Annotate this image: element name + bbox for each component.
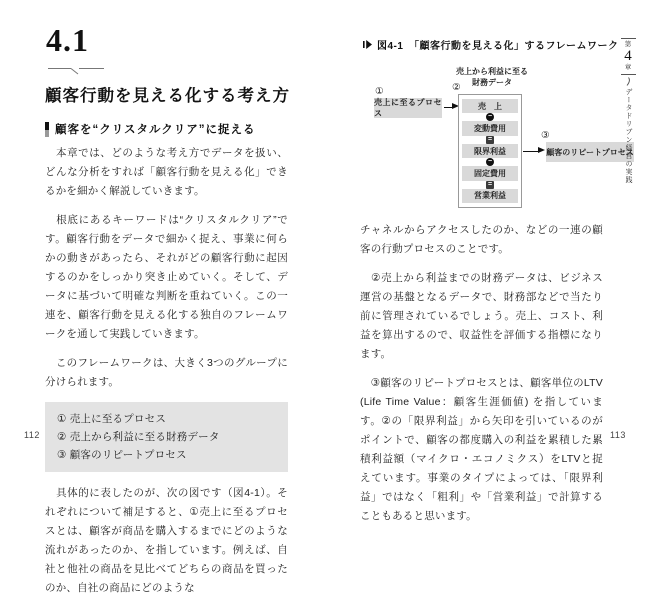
arrow-sales-to-finance (444, 107, 452, 108)
figure-caption-text: 図4-1 「顧客行動を見える化」するフレームワーク (377, 41, 619, 52)
subheading-marker-bar (45, 122, 49, 137)
chapter-number: 4 (624, 48, 632, 64)
finance-item-operating-profit: 営業利益 (462, 189, 518, 203)
chapter-title-vertical: データドリブン経営の実践 (625, 88, 632, 184)
circled-number-1: ① (375, 86, 384, 97)
list-item: ① 売上に至るプロセス (57, 413, 167, 425)
finance-item-marginal-profit: 限界利益 (462, 144, 518, 158)
operator-glyph: = (487, 180, 493, 188)
operator-glyph: − (487, 113, 493, 121)
chapter-prefix: 第 (624, 41, 632, 48)
paragraph: ②売上から利益までの財務データは、ビジネス運営の基盤となるデータで、財務部などで当たり前に管理されているでしょう。売上、コスト、利益を算出するので、収益性を評価する指標になります。 (360, 272, 603, 360)
circled-number-3: ③ (541, 130, 550, 141)
paragraph: チャネルからアクセスしたのか、などの一連の顧客の行動プロセスのことです。 (360, 224, 603, 255)
chapter-tab-rule (621, 74, 636, 75)
list-item: ② 売上から利益に至る財務データ (57, 431, 220, 443)
figure-caption (363, 37, 619, 52)
arrow-profit-to-repeat (523, 151, 538, 152)
section-number: 4.1 (46, 22, 89, 58)
subheading (45, 121, 256, 137)
subheading-label: 顧客を“クリスタルクリア”に捉える (55, 124, 256, 136)
page-number-right: 113 (610, 430, 626, 440)
page-title: 顧客行動を見える化する考え方 (45, 87, 290, 105)
chapter-suffix: 章 (624, 64, 632, 71)
paragraph: ③顧客のリピートプロセスとは、顧客単位のLTV (Life Time Value：顧客生涯価値) を指しています。②の「限界利益」から矢印を引いているのがポイントで、顧客の都度購入の利益を累積した累積利益額（マイクロ・エコノミクス）をLTVと捉えています。事業のタイプによっては、「限界利益」ではなく「粗利」や「営業利益」で計算することもあると思います。 (360, 377, 603, 522)
chapter-tab-rule (621, 38, 636, 39)
finance-item-variable-cost: 変動費用 (462, 121, 518, 135)
finance-column-header (422, 66, 562, 88)
figure-marker-icon (363, 40, 372, 49)
operator-glyph: − (487, 158, 493, 166)
framework-diagram (360, 60, 638, 222)
equals-operator-icon (486, 181, 494, 189)
paragraph: このフレームワークは、大きく3つのグループに分けられます。 (45, 357, 288, 388)
right-page-body (360, 221, 603, 526)
finance-data-column (458, 94, 522, 208)
finance-item-sales: 売 上 (462, 99, 518, 113)
repeat-process-box: 顧客のリピートプロセス (546, 142, 634, 162)
finance-item-fixed-cost: 固定費用 (462, 166, 518, 180)
operator-glyph: = (487, 135, 493, 143)
circled-number-2: ② (452, 82, 461, 93)
minus-operator-icon (486, 113, 494, 121)
left-page-body (45, 144, 288, 598)
finance-column-header-line1: 売上から利益に至る (456, 67, 528, 76)
page-number-left: 112 (24, 430, 40, 440)
section-number-flourish (48, 66, 106, 76)
paragraph: 具体的に表したのが、次の図です（図4-1）。それぞれについて補足すると、①売上に至るプロセスとは、顧客が商品を購入するまでにどのような流れがあったのか、を指しています。例えば、自社と他社の商品を見比べてどちらの商品を買ったのか、自社の商品にどのような (45, 487, 288, 594)
equals-operator-icon (486, 136, 494, 144)
sales-process-box: 売上に至るプロセス (374, 98, 442, 118)
list-item: ③ 顧客のリピートプロセス (57, 449, 187, 461)
paragraph: 根底にあるキーワードは“クリスタルクリア”です。顧客行動をデータで細かく捉え、事業に何らかの動きがあったら、それがどの顧客行動に起因するのかをしっかり突き止めていく。そして、データに基づいて明確な判断を重ねていく。この一連を、顧客行動を見える化する独自のフレームワークを通して実践していきます。 (45, 214, 288, 340)
paragraph: 本章では、どのような考え方でデータを扱い、どんな分析をすれば「顧客行動を見える化」できるかを細かく解説していきます。 (45, 147, 288, 197)
chapter-tab (616, 36, 640, 184)
chapter-tab-squiggle-icon (624, 77, 632, 86)
finance-column-header-line2: 財務データ (472, 78, 512, 87)
minus-operator-icon (486, 158, 494, 166)
